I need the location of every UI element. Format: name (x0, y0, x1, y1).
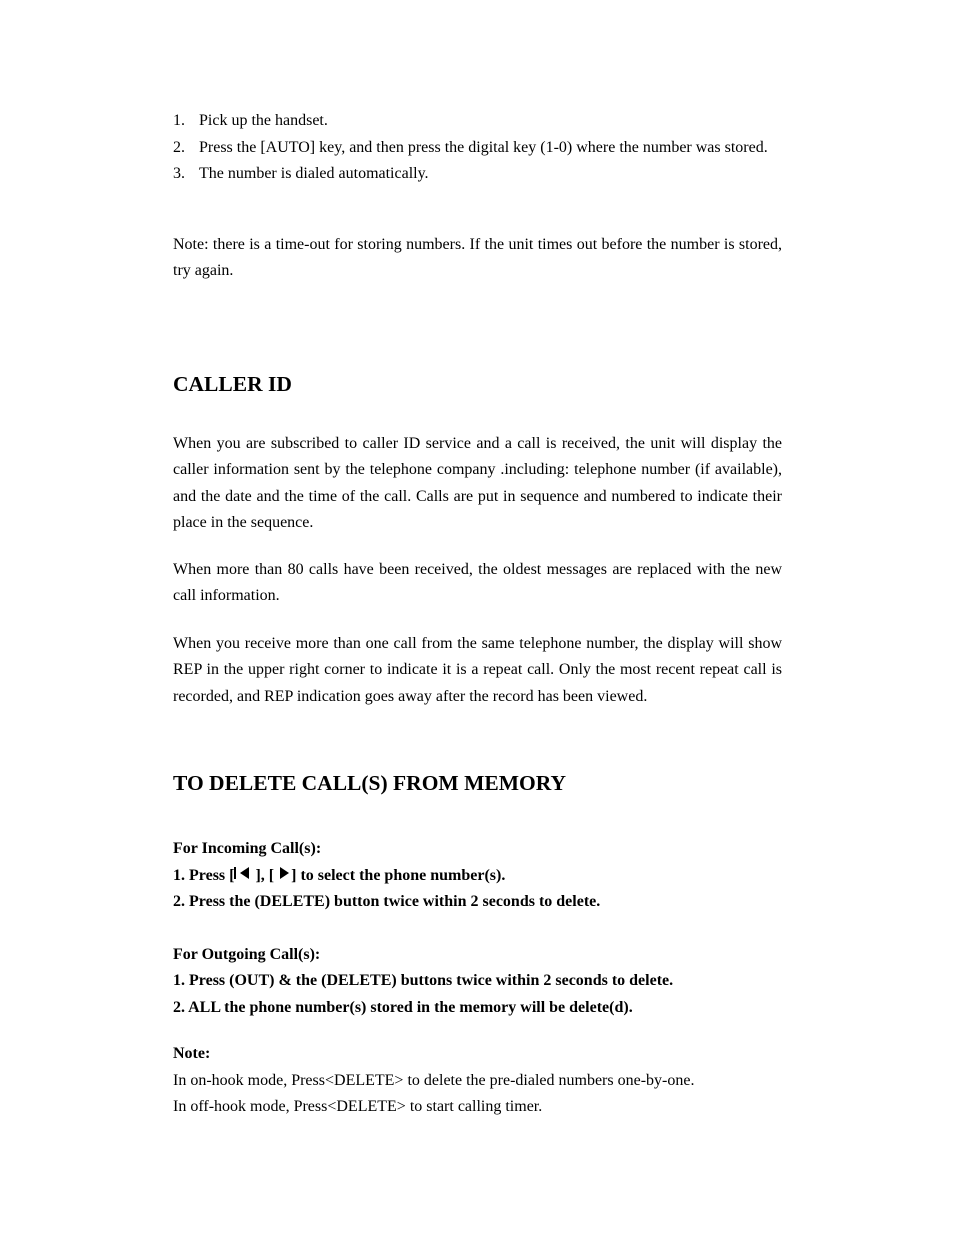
step-number: 3. (173, 165, 185, 182)
step-item (173, 161, 782, 188)
left-arrow-bar (234, 867, 236, 879)
caller-id-paragraph-2: When more than 80 calls have been received, the oldest messages are replaced with the new call information. (173, 561, 782, 605)
step-text: Press the [AUTO] key, and then press the digital key (1-0) where the number was stored. (199, 138, 768, 156)
step-text: The number is dialed automatically. (199, 165, 429, 182)
step-item (173, 108, 782, 135)
outgoing-calls-title: For Outgoing Call(s): (173, 946, 321, 963)
caller-id-paragraph-3: When you receive more than one call from the same telephone number, the display will show REP in the upper right corner to indicate it is a repeat call. Only the most recent repeat call is recorded, and REP indication goes away after the record has been viewed. (173, 635, 782, 705)
step-text: Pick up the handset. (199, 112, 328, 129)
outgoing-step-1: 1. Press (OUT) & the (DELETE) buttons twice within 2 seconds to delete. (173, 972, 674, 989)
incoming-step-1-end: ] to select the phone number(s). (291, 867, 506, 884)
delete-calls-heading: TO DELETE CALL(S) FROM MEMORY (173, 771, 567, 795)
step-item (173, 135, 782, 162)
caller-id-heading: CALLER ID (173, 372, 292, 396)
incoming-step-2: 2. Press the (DELETE) button twice within 2 seconds to delete. (173, 893, 601, 910)
auto-dial-steps (173, 108, 782, 188)
caller-id-paragraph-1: When you are subscribed to caller ID service and a call is received, the unit will display the caller information sent by the telephone company .including: telephone number (if available), and the date and the time of the call. Calls are put in sequence and numbered to indicate their place in the sequence. (173, 435, 782, 531)
right-arrow-icon (280, 867, 289, 879)
incoming-calls-title: For Incoming Call(s): (173, 840, 322, 857)
note-line-off-hook: In off-hook mode, Press<DELETE> to start calling timer. (173, 1098, 543, 1115)
note-title: Note: (173, 1045, 211, 1062)
step-number: 2. (173, 138, 185, 156)
note-line-on-hook: In on-hook mode, Press<DELETE> to delete the pre-dialed numbers one-by-one. (173, 1072, 695, 1089)
step-number: 1. (173, 112, 185, 129)
outgoing-step-2: 2. ALL the phone number(s) stored in the memory will be delete(d). (173, 999, 633, 1016)
incoming-step-1-middle: ], [ (251, 867, 279, 884)
timeout-note: Note: there is a time-out for storing numbers. If the unit times out before the number is stored, try again. (173, 236, 782, 280)
left-arrow-icon (240, 867, 249, 879)
incoming-step-1-start: 1. Press [ (173, 867, 235, 884)
incoming-step-1 (173, 863, 782, 890)
